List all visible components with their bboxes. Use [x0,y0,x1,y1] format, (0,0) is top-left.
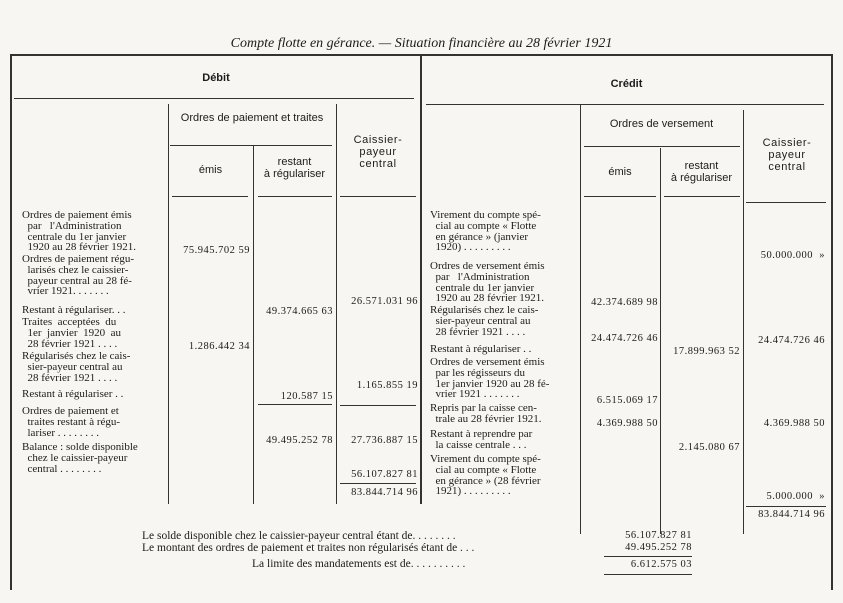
credit-col-emis: émis [608,166,632,178]
debit-restant-underline [258,196,332,197]
table-right-border [831,54,833,590]
debit-credit-divider [420,54,422,504]
debit-caissier-underline [340,196,416,197]
debit-group-header: Ordres de paiement et traites [180,112,324,124]
credit-label-7: Restant à reprendre par la caisse centrale . . . [430,428,533,451]
debit-label-5: Régularisés chez le cais- sier-payeur central au 28 février 1921 . . . . [22,350,131,384]
debit-group-rule [170,145,332,146]
credit-header: Crédit [610,78,643,90]
debit-label-6: Restant à régulariser . . [22,388,124,400]
debit-col-restant: restant à régulariser [263,156,326,180]
credit-emis-2: 24.474.726 46 [591,333,658,344]
debit-col-caissier: Caissier- payeur central [353,134,403,170]
credit-caissier-underline [746,202,826,203]
footer-value-3: 6.612.575 03 [630,559,692,570]
debit-header: Débit [202,72,230,84]
debit-col-emis: émis [198,164,223,176]
debit-caissier-3: 27.736.887 15 [351,435,418,446]
debit-emis-2: 1.286.442 34 [188,341,250,352]
credit-label-6: Repris par la caisse cen- trale au 28 février 1921. [430,402,542,425]
debit-caissier-total: 83.844.714 96 [351,487,418,498]
debit-header-rule [14,98,414,99]
footer-value-1: 56.107.827 81 [625,530,692,541]
footer-line-1: Le solde disponible chez le caissier-payeur central étant de. . . . . . . . [142,530,456,542]
credit-group-header: Ordres de versement [609,118,714,130]
debit-caissier-sum-rule-1 [340,405,416,406]
credit-emis-1: 42.374.689 98 [591,297,658,308]
debit-label-1: Ordres de paiement émis par l'Administration centrale du 1er janvier 1920 au 28 février 1921. [22,209,136,254]
debit-caissier-1: 26.571.031 96 [351,296,418,307]
debit-caissier-4: 56.107.827 81 [351,469,418,480]
credit-restant-2: 2.145.080 67 [678,442,740,453]
debit-emis-underline [172,196,248,197]
debit-restant-sum-rule [258,404,332,405]
page-title: Compte flotte en gérance. — Situation financière au 28 février 1921 [230,36,613,51]
debit-label-2: Ordres de paiement régu- larisés chez le caissier- payeur central au 28 fé- vrier 1921. . . . . . . [22,253,135,298]
debit-label-3: Restant à régulariser. . . [22,304,126,316]
credit-caissier-3: 4.369.988 50 [763,418,825,429]
footer-sum-rule [604,556,692,557]
credit-label-8: Virement du compte spé- cial au compte « Flotte en gérance » (28 février 1921) . . . . . . . . . [430,453,541,498]
debit-caissier-sum-rule-2 [340,483,416,484]
debit-col-sep-2 [253,146,254,504]
credit-header-rule [426,104,824,105]
debit-label-4: Traites acceptées du 1er janvier 1920 au 28 février 1921 . . . . [22,316,121,350]
debit-restant-2: 120.587 15 [280,391,333,402]
debit-restant-3: 49.495.252 78 [266,435,333,446]
credit-caissier-1: 50.000.000 » [760,250,825,261]
credit-restant-1: 17.899.963 52 [673,346,740,357]
footer-line-3: La limite des mandatements est de. . . . . . . . . . [252,558,466,570]
credit-group-rule [584,146,740,147]
credit-label-2: Ordres de versement émis par l'Administration centrale du 1er janvier 1920 au 28 février 1921. [430,260,545,305]
credit-col-caissier: Caissier- payeur central [762,137,812,173]
credit-emis-3: 6.515.069 17 [596,395,658,406]
credit-col-sep-2 [660,148,661,534]
credit-emis-4: 4.369.988 50 [596,418,658,429]
debit-label-8: Balance : solde disponible chez le caissier-payeur central . . . . . . . . [22,441,138,475]
footer-value-2: 49.495.252 78 [625,542,692,553]
credit-col-sep-3 [743,110,744,534]
credit-col-restant: restant à régulariser [670,160,733,184]
debit-label-7: Ordres de paiement et traites restant à régu- lariser . . . . . . . . [22,405,121,439]
footer-bottom-rule [604,574,692,575]
table-left-border [10,54,12,590]
credit-label-1: Virement du compte spé- cial au compte « Flotte en gérance » (janvier 1920) . . . . . . . . . [430,209,541,254]
credit-caissier-total: 83.844.714 96 [758,509,825,520]
footer-line-2: Le montant des ordres de paiement et traites non régularisés étant de . . . [142,542,475,554]
credit-label-5: Ordres de versement émis par les régisseurs du 1er janvier 1920 au 28 fé- vrier 1921 . . . . . . . [430,356,550,401]
credit-caissier-sum-rule [746,506,826,507]
credit-label-4: Restant à régulariser . . [430,343,532,355]
credit-label-3: Régularisés chez le cais- sier-payeur central au 28 février 1921 . . . . [430,304,539,338]
debit-emis-1: 75.945.702 59 [183,245,250,256]
debit-caissier-2: 1.165.855 19 [356,380,418,391]
debit-restant-1: 49.374.665 63 [266,306,333,317]
credit-caissier-2: 24.474.726 46 [758,335,825,346]
credit-restant-underline [664,196,740,197]
credit-caissier-4: 5.000.000 » [766,491,825,502]
credit-emis-underline [584,196,656,197]
